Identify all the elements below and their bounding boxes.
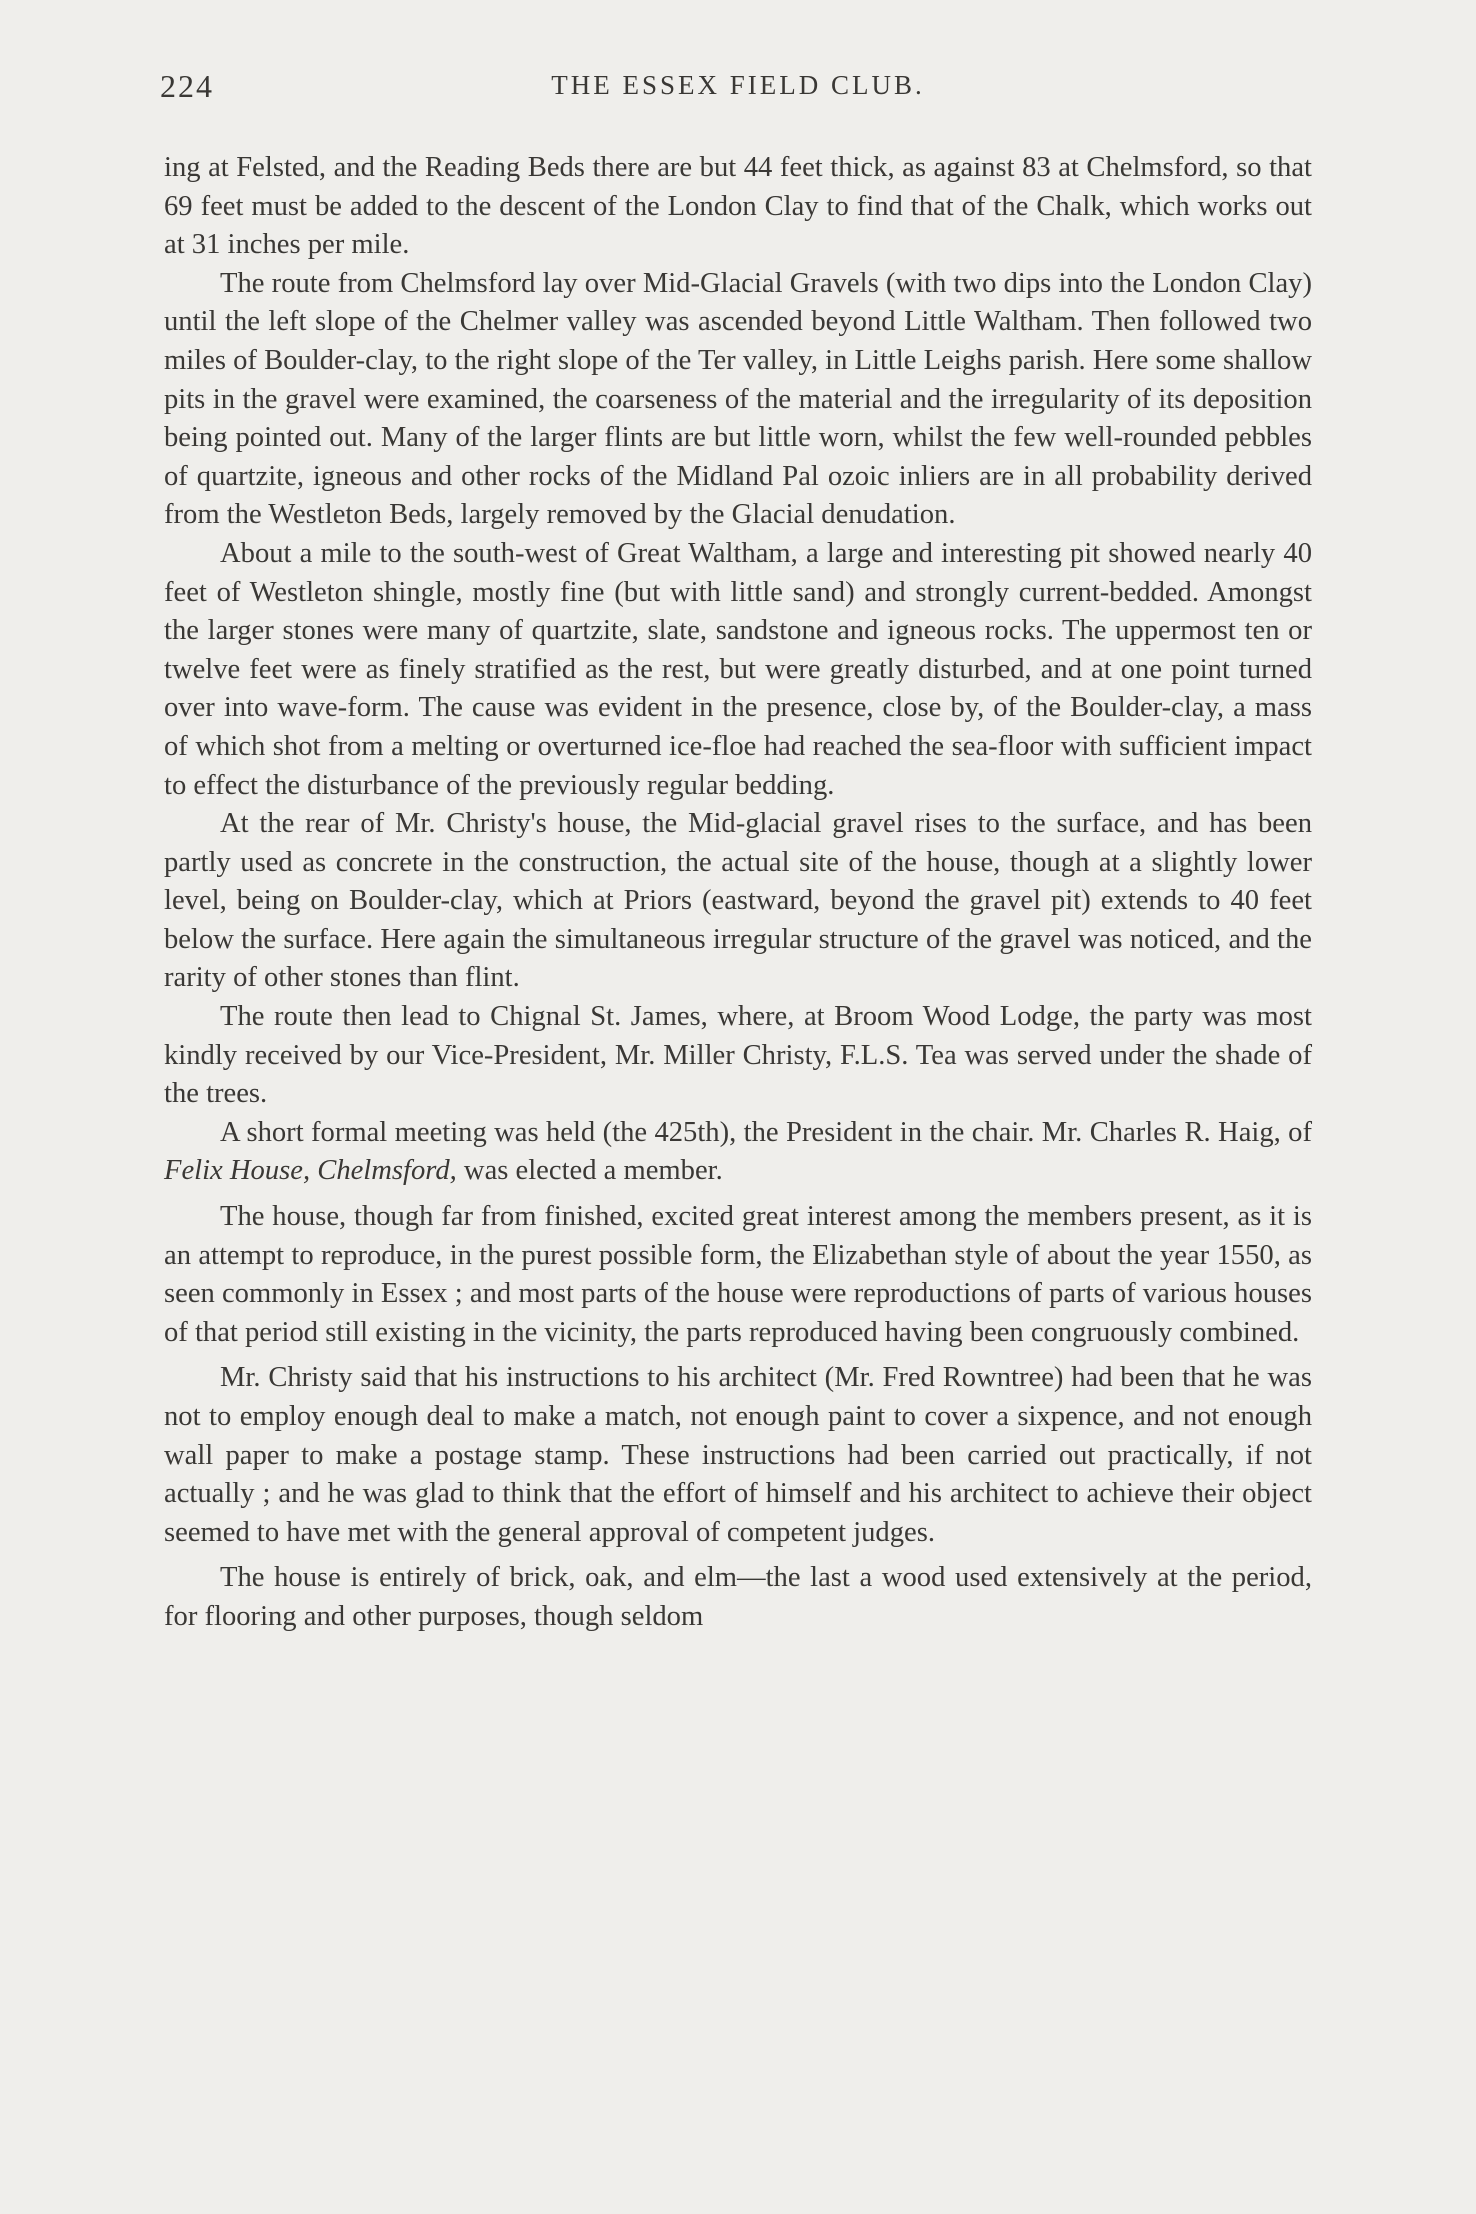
paragraph-christy-house-gravel: At the rear of Mr. Christy's house, the Mid-glacial gravel rises to the surface, and has been partly used as concrete in the construction, the actual site of the house, though at a slightly lower level, being on Boulder-clay, which at Priors (eastward, beyond the gravel pit) extends to 40 feet below the surface. Here again the simultaneous irregular structure of the gravel was noticed, and the rarity of other stones than flint.	[164, 808, 1312, 994]
paragraph-chelmsford-route: The route from Chelmsford lay over Mid-Glacial Gravels (with two dips into the London Clay) until the left slope of the Chelmer valley was ascended beyond Little Waltham. Then followed two miles of Boulder-clay, to the right slope of the Ter valley, in Little Leighs parish. Here some shallow pits in the gravel were examined, the coarseness of the material and the irregularity of its deposition being pointed out. Many of the larger flints are but little worn, whilst the few well-rounded pebbles of quartzite, igneous and other rocks of the Midland Pal ozoic inliers are in all probability derived from the Westleton Beds, largely removed by the Glacial denudation.	[164, 267, 1312, 531]
meeting-text-end: was elected a member.	[456, 1155, 723, 1187]
paragraph-formal-meeting	[164, 1114, 1312, 1191]
paragraph-architect-instructions: Mr. Christy said that his instructions to his architect (Mr. Fred Rowntree) had been that he was not to employ enough deal to make a match, not enough paint to cover a sixpence, and not enough wall paper to make a postage stamp. These instructions had been carried out practically, if not actually ; and he was glad to think that the effort of himself and his architect to achieve their object seemed to have met with the general approval of competent judges.	[164, 1362, 1312, 1548]
meeting-text-start: A short formal meeting was held (the 425th), the President in the chair. Mr. Charles R. Haig, of	[220, 1116, 1312, 1148]
running-title: THE ESSEX FIELD CLUB.	[551, 70, 925, 100]
page-header	[160, 68, 1316, 112]
paragraph-felsted-continuation: ing at Felsted, and the Reading Beds there are but 44 feet thick, as against 83 at Chelmsford, so that 69 feet must be added to the descent of the London Clay to find that of the Chalk, which works out at 31 inches per mile.	[164, 152, 1312, 261]
paragraph-house-interest: The house, though far from finished, excited great interest among the members present, as it is an attempt to reproduce, in the purest possible form, the Elizabethan style of about the year 1550, as seen commonly in Essex ; and most parts of the house were reproductions of parts of various houses of that period still existing in the vicinity, the parts reproduced having been congruously combined.	[164, 1201, 1312, 1348]
paragraph-chignal-route: The route then lead to Chignal St. James, where, at Broom Wood Lodge, the party was most kindly received by our Vice-President, Mr. Miller Christy, F.L.S. Tea was served under the shade of the trees.	[164, 1001, 1312, 1110]
meeting-address-italic: Felix House, Chelmsford,	[164, 1155, 457, 1187]
paragraph-great-waltham-pit: About a mile to the south-west of Great Waltham, a large and interesting pit showed nearly 40 feet of Westleton shingle, mostly fine (but with little sand) and strongly current-bedded. Amongst the larger stones were many of quartzite, slate, sandstone and igneous rocks. The uppermost ten or twelve feet were as finely stratified as the rest, but were greatly disturbed, and at one point turned over into wave-form. The cause was evident in the presence, close by, of the Boulder-clay, a mass of which shot from a melting or overturned ice-floe had reached the sea-floor with sufficient impact to effect the disturbance of the previously regular bedding.	[164, 537, 1312, 801]
body-text	[164, 149, 1312, 1637]
paragraph-house-materials: The house is entirely of brick, oak, and elm—the last a wood used extensively at the period, for flooring and other purposes, though seldom	[164, 1562, 1312, 1632]
page-number: 224	[160, 68, 214, 104]
